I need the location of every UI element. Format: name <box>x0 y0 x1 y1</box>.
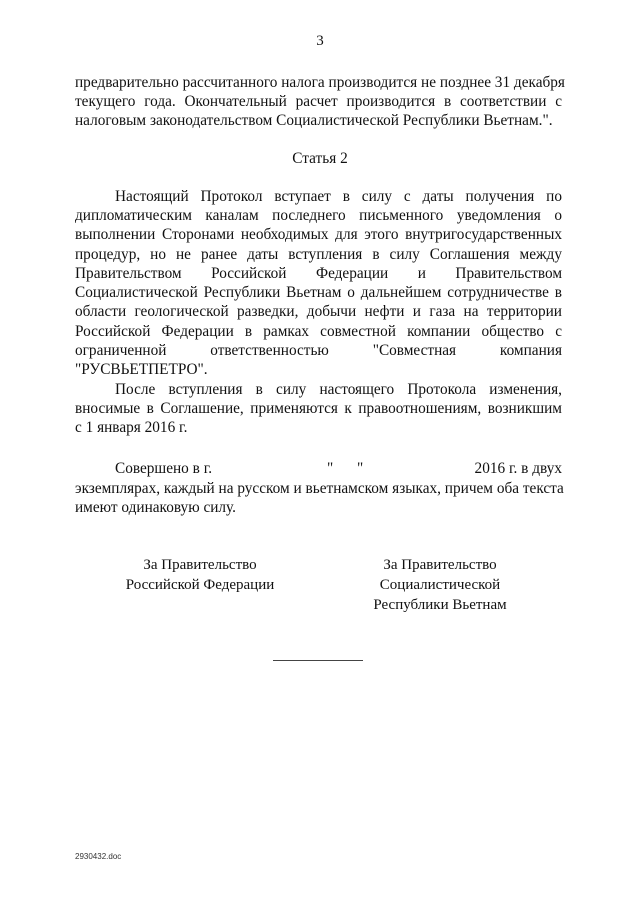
signature-right-line: За Правительство <box>383 557 497 573</box>
done-at-line: имеют одинаковую силу. <box>75 499 236 516</box>
paragraph1-line: Настоящий Протокол вступает в силу с даты получения по <box>115 188 562 205</box>
done-at-prefix: Совершено в г. <box>115 460 213 477</box>
signature-left-line: За Правительство <box>143 557 257 573</box>
paragraph1-line: дипломатическим каналам последнего письменного уведомления о <box>75 207 562 224</box>
paragraph1-line: Правительством Российской Федерации и Правительством <box>75 265 562 282</box>
continuation-line: налоговым законодательством Социалистической Республики Вьетнам.". <box>75 112 553 129</box>
paragraph1-line: процедур, но не ранее даты вступления в силу Соглашения между <box>75 246 562 263</box>
done-at-suffix: 2016 г. в двух <box>474 460 562 477</box>
paragraph2-line: с 1 января 2016 г. <box>75 419 188 436</box>
article-heading: Статья 2 <box>292 150 348 167</box>
paragraph1-line: выполнении Сторонами необходимых для этого внутригосударственных <box>75 226 562 243</box>
paragraph1-line: ограниченной ответственностью "Совместная компания <box>75 342 562 359</box>
paragraph2-line: вносимые в Соглашение, применяются к правоотношениям, возникшим <box>75 400 562 417</box>
done-quote-close: " <box>357 460 364 477</box>
paragraph2-line: После вступления в силу настоящего Протокола изменения, <box>115 381 562 398</box>
signature-right-line: Республики Вьетнам <box>373 597 507 613</box>
paragraph1-line: области геологической разведки, добычи нефти и газа на территории <box>75 303 562 320</box>
signature-left <box>95 555 305 595</box>
done-at-line <box>115 459 562 478</box>
page-number: 3 <box>316 33 324 49</box>
done-at-line: экземплярах, каждый на русском и вьетнамском языках, причем оба текста <box>75 480 564 497</box>
paragraph1-line: Российской Федерации в рамках совместной компании общество с <box>75 323 562 340</box>
continuation-line: текущего года. Окончательный расчет производится в соответствии с <box>75 93 562 110</box>
signature-left-line: Российской Федерации <box>125 577 275 593</box>
signature-right <box>335 555 545 615</box>
done-quote-open: " <box>327 460 334 477</box>
footer-filename: 2930432.doc <box>75 852 122 861</box>
continuation-line: предварительно рассчитанного налога производится не позднее 31 декабря <box>75 74 565 91</box>
paragraph1-line: "РУСВЬЕТПЕТРО". <box>75 361 208 378</box>
signature-right-line: Социалистической <box>379 577 501 593</box>
paragraph1-line: Социалистической Республики Вьетнам о дальнейшем сотрудничестве в <box>75 284 562 301</box>
end-rule <box>273 660 363 661</box>
